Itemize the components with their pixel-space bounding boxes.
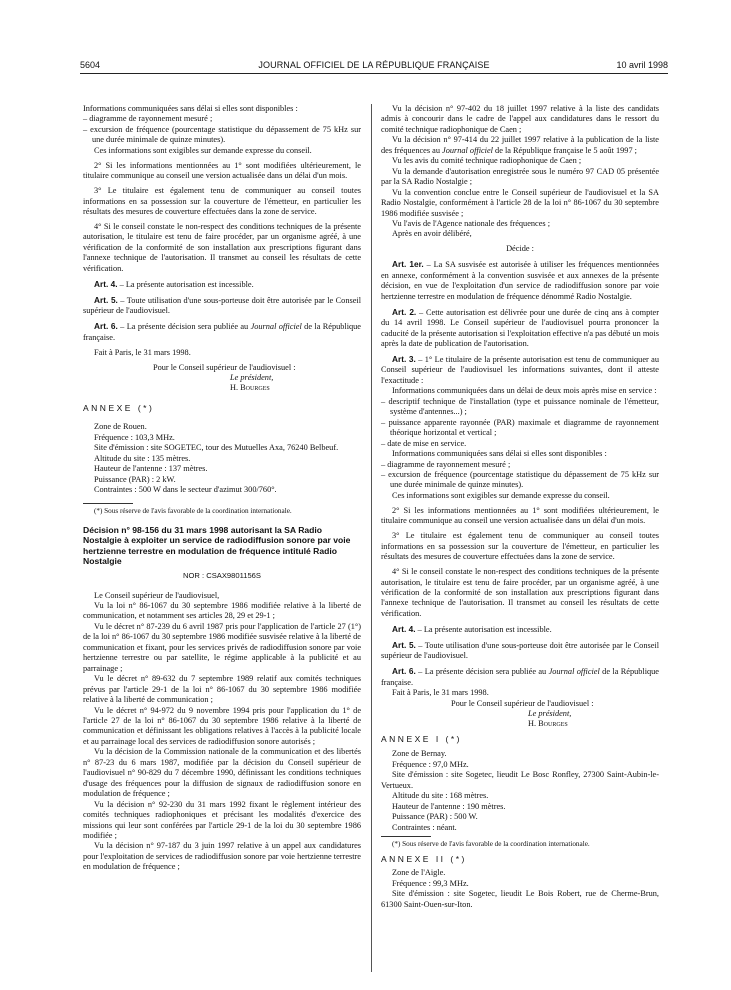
annexe-line: Hauteur de l'antenne : 190 mètres.: [392, 801, 506, 811]
annexe-line: Site d'émission : site SOGETEC, tour des Mutuelles Axa, 76240 Belbeuf.: [94, 443, 339, 453]
annexe-2-title: ANNEXE II (*): [381, 853, 467, 864]
annexe-line: Altitude du site : 135 mètres.: [94, 453, 191, 463]
annexe-line: Fréquence : 103,3 MHz.: [94, 432, 175, 442]
list-item: – diagramme de rayonnement mesuré ;: [83, 114, 213, 124]
paragraph: Après en avoir délibéré,: [392, 229, 472, 239]
paragraph: Vu la demande d'autorisation enregistrée sous le numéro 97 CAD 05 présentée par la SA Radio Nostalgie ;: [381, 166, 659, 187]
page-number: 5604: [80, 60, 101, 70]
paragraph: Informations communiquées dans un délai de deux mois après mise en service :: [392, 386, 657, 396]
signature-title: Le président,: [230, 372, 274, 382]
article-label: Art. 4.: [392, 623, 416, 634]
article-5: Art. 5. – Toute utilisation d'une sous-porteuse doit être autorisée par le Conseil supérieur de l'audiovisuel.: [83, 294, 362, 316]
paragraph: Vu la convention conclue entre le Conseil supérieur de l'audiovisuel et la SA Radio Nostalgie, conformément à l'article 28 de la loi n° 86-1067 du 30 septembre 1986 modifiée susvisée ;: [381, 187, 659, 218]
left-column: [83, 104, 361, 873]
annexe-line: Puissance (PAR) : 500 W.: [392, 812, 478, 822]
annexe-title: ANNEXE (*): [83, 402, 155, 413]
journal-title: JOURNAL OFFICIEL DE LA RÉPUBLIQUE FRANÇAISE: [258, 60, 490, 70]
signature-title: Le président,: [528, 709, 572, 719]
header-rule: [80, 73, 668, 74]
paragraph: Ces informations sont exigibles sur demande expresse du conseil.: [94, 145, 312, 155]
paragraph: Vu le décret n° 94-972 du 9 novembre 1994 pris pour l'application du 1° de l'article 27 de la loi n° 86-1067 du 30 septembre 1986 relative à la liberté de communication et définissant les obligations relatives à l'accès à la publicité locale et au parrainage local des services de radiodiffusion sonore autorisés ;: [83, 705, 361, 746]
list-item: – excursion de fréquence (pourcentage statistique du dépassement de 75 kHz sur une durée minimale de quinze minutes).: [83, 124, 361, 145]
decide-heading: Décide :: [506, 244, 534, 254]
paragraph: Vu la décision n° 97-187 du 3 juin 1997 relative à un appel aux candidatures pour l'exploitation de services de radiodiffusion sonore par voie hertzienne terrestre en modulation de fréquence ;: [83, 841, 361, 872]
paragraph: Vu la décision de la Commission nationale de la communication et des libertés n° 87-23 du 6 mars 1987, modifiée par la décision du Conseil supérieur de l'audiovisuel n° 90-829 du 7 décembre 1990, définissant les conditions techniques d'usage des fréquences pour la diffusion de signaux de radiodiffusion sonore en modulation de fréquence ;: [83, 747, 361, 799]
article-4: Art. 4. – La présente autorisation est incessible.: [392, 623, 552, 634]
signature-name: H. Bourges: [230, 383, 270, 393]
annexe-line: Site d'émission : site Sogetec, lieudit Le Bosc Ronfley, 27300 Saint-Aubin-le-Vertueux.: [381, 770, 659, 790]
paragraph: Informations communiquées sans délai si elles sont disponibles :: [83, 104, 298, 113]
paragraph: Vu le décret n° 89-632 du 7 septembre 1989 relatif aux comités techniques prévus par l'article 29-1 de la loi n° 86-1067 du 30 septembre 1986 modifiée relative à la liberté de communication ;: [83, 674, 361, 705]
article-label: Art. 5.: [94, 294, 118, 305]
footnote-rule: [83, 503, 133, 504]
column-divider: [371, 104, 372, 972]
paragraph: Vu la décision n° 97-414 du 22 juillet 1997 relative à la publication de la liste des fréquences au Journal officiel de la République française le 5 août 1997 ;: [381, 135, 659, 155]
article-3: Art. 3. – 1° Le titulaire de la présente autorisation est tenu de communiquer au Conseil supérieur de l'audiovisuel les informations suivantes, dont il atteste l'exactitude :: [381, 353, 660, 385]
paragraph: 2° Si les informations mentionnées au 1° sont modifiées ultérieurement, le titulaire communique au conseil une version actualisée dans un délai d'un mois.: [381, 505, 659, 526]
paragraph: Vu l'avis de l'Agence nationale des fréquences ;: [392, 218, 550, 228]
article-1: Art. 1er. – La SA susvisée est autorisée à utiliser les fréquences mentionnées en annexe, conformément à la convention susvisée et aux annexes de la présente décision, en vue de l'exploitation d'un service de radiodiffusion sonore par voie hertzienne terrestre en modulation de fréquence dénommé Radio Nostalgie.: [381, 259, 659, 301]
annexe-line: Hauteur de l'antenne : 137 mètres.: [94, 464, 208, 474]
article-label: Art. 6.: [94, 321, 118, 332]
paragraph: Vu la décision n° 92-230 du 31 mars 1992 fixant le règlement intérieur des comités techniques radiophoniques et précisant les modalités d'exercice des missions qui leur sont conférées par l'article 29-1 de la loi du 30 septembre 1986 modifiée ;: [83, 799, 361, 840]
paragraph: Le Conseil supérieur de l'audiovisuel,: [94, 590, 220, 600]
footnote-rule: [381, 836, 431, 837]
article-6: Art. 6. – La présente décision sera publiée au Journal officiel de la République française.: [381, 666, 659, 687]
paragraph: Vu la décision n° 97-402 du 18 juillet 1997 relative à la liste des candidats admis à concourir dans le cadre de l'appel aux candidatures dans le ressort du comité technique radiophonique de Caen ;: [381, 104, 659, 134]
article-2: Art. 2. – Cette autorisation est délivrée pour une durée de cinq ans à compter du 14 avril 1998. Le Conseil supérieur de l'audiovisuel pourra prononcer la caducité de la présente autorisation si l'exploitation effective n'a pas débuté un mois après la date de publication de l'autorisation.: [381, 306, 659, 349]
issue-date: 10 avril 1998: [616, 60, 668, 70]
annexe-line: Zone de Rouen.: [94, 422, 147, 432]
article-label: Art. 2.: [392, 306, 417, 317]
right-column: [381, 104, 659, 910]
list-item: – descriptif technique de l'installation (type et puissance nominale de l'émetteur, système d'antennes...) ;: [381, 396, 659, 417]
article-label: Art. 3.: [392, 353, 416, 364]
paragraph: 3° Le titulaire est également tenu de communiquer au conseil toutes informations en sa possession sur la couverture de l'émetteur, en particulier les résultats des mesures de couverture effectuées dans la zone de service.: [83, 186, 361, 217]
footnote: (*) Sous réserve de l'avis favorable de la coordination internationale.: [94, 507, 292, 515]
list-item: – diagramme de rayonnement mesuré ;: [381, 459, 511, 469]
paragraph: Informations communiquées sans délai si elles sont disponibles :: [392, 449, 607, 459]
article-label: Art. 4.: [94, 278, 118, 289]
paragraph: Vu les avis du comité technique radiophonique de Caen ;: [392, 156, 582, 166]
list-item: – puissance apparente rayonnée (PAR) maximale et diagramme de rayonnement théorique horizontal et vertical ;: [381, 417, 659, 438]
signature-line: Pour le Conseil supérieur de l'audiovisuel :: [451, 698, 594, 708]
paragraph: 2° Si les informations mentionnées au 1° sont modifiées ultérieurement, le titulaire communique au conseil une version actualisée dans un délai d'un mois.: [83, 160, 361, 181]
annexe-line: Zone de l'Aigle.: [392, 868, 446, 878]
annexe-line: Fréquence : 99,3 MHz.: [392, 878, 469, 888]
annexe-line: Altitude du site : 168 mètres.: [392, 791, 489, 801]
paragraph: Vu la loi n° 86-1067 du 30 septembre 1986 modifiée relative à la liberté de communication, et notamment ses articles 28, 29 et 29-1 ;: [83, 601, 361, 621]
paragraph: Ces informations sont exigibles sur demande expresse du conseil.: [392, 490, 610, 500]
article-label: Art. 5.: [392, 639, 416, 650]
annexe-line: Site d'émission : site Sogetec, lieudit Le Bois Robert, rue de Cherme-Brun, 61300 Saint-Ouen-sur-Iton.: [381, 889, 659, 909]
annexe-line: Contraintes : 500 W dans le secteur d'azimut 300/760°.: [94, 485, 277, 495]
nor-reference: NOR : CSAX9801156S: [183, 571, 261, 581]
list-item: – excursion de fréquence (pourcentage statistique du dépassement de 75 kHz sur une durée minimale de quinze minutes).: [381, 469, 659, 490]
signature-place-date: Fait à Paris, le 31 mars 1998.: [392, 688, 489, 698]
annexe-line: Contraintes : néant.: [392, 822, 457, 832]
signature-name: H. Bourges: [528, 719, 568, 729]
signature-place-date: Fait à Paris, le 31 mars 1998.: [94, 347, 191, 357]
article-label: Art. 6.: [392, 666, 416, 677]
page-header: [80, 60, 668, 72]
annexe-1-title: ANNEXE I (*): [381, 734, 463, 745]
paragraph: 4° Si le conseil constate le non-respect des conditions techniques de la présente autorisation, le titulaire est tenu de faire procéder, par un organisme agréé, à une vérification de la conformité de son installation aux prescriptions figurant dans l'annexe technique de l'autorisation. Il transmet au conseil les résultats de cette vérification.: [83, 222, 361, 273]
article-label: Art. 1er.: [392, 259, 424, 270]
article-5: Art. 5. – Toute utilisation d'une sous-porteuse doit être autorisée par le Conseil supérieur de l'audiovisuel.: [381, 639, 660, 661]
annexe-line: Zone de Bernay.: [392, 749, 447, 759]
annexe-line: Fréquence : 97,0 MHz.: [392, 759, 469, 769]
article-4: Art. 4. – La présente autorisation est incessible.: [94, 278, 254, 289]
paragraph: 4° Si le conseil constate le non-respect des conditions techniques de la présente autorisation, le titulaire est tenu de faire procéder, par un organisme agréé, à une vérification de la conformité de son installation aux prescriptions figurant dans l'annexe technique de l'autorisation. Il transmet au conseil les résultats de cette vérification.: [381, 567, 659, 618]
list-item: – date de mise en service.: [381, 438, 467, 448]
signature-line: Pour le Conseil supérieur de l'audiovisuel :: [153, 362, 296, 372]
annexe-line: Puissance (PAR) : 2 kW.: [94, 474, 176, 484]
footnote: (*) Sous réserve de l'avis favorable de la coordination internationale.: [392, 840, 590, 848]
paragraph: Vu le décret n° 87-239 du 6 avril 1987 pris pour l'application de l'article 27 (1°) de la loi n° 86-1067 du 30 septembre 1986 modifiée susvisée relative à la liberté de communication et fixant, pour les services privés de radiodiffusion sonore par voie hertzienne terrestre ou par satellite, le régime applicable à la publicité et au parrainage ;: [83, 621, 361, 673]
paragraph: 3° Le titulaire est également tenu de communiquer au conseil toutes informations en sa possession sur la couverture de l'émetteur, en particulier les résultats des mesures de couverture effectuées dans la zone de service.: [381, 531, 659, 562]
decision-title: Décision n° 98-156 du 31 mars 1998 autorisant la SA Radio Nostalgie à exploiter un service de radiodiffusion sonore par voie hertzienne terrestre en modulation de fréquence intitulé Radio Nostalgie: [83, 525, 351, 567]
article-6: Art. 6. – La présente décision sera publiée au Journal officiel de la République française.: [83, 321, 361, 342]
